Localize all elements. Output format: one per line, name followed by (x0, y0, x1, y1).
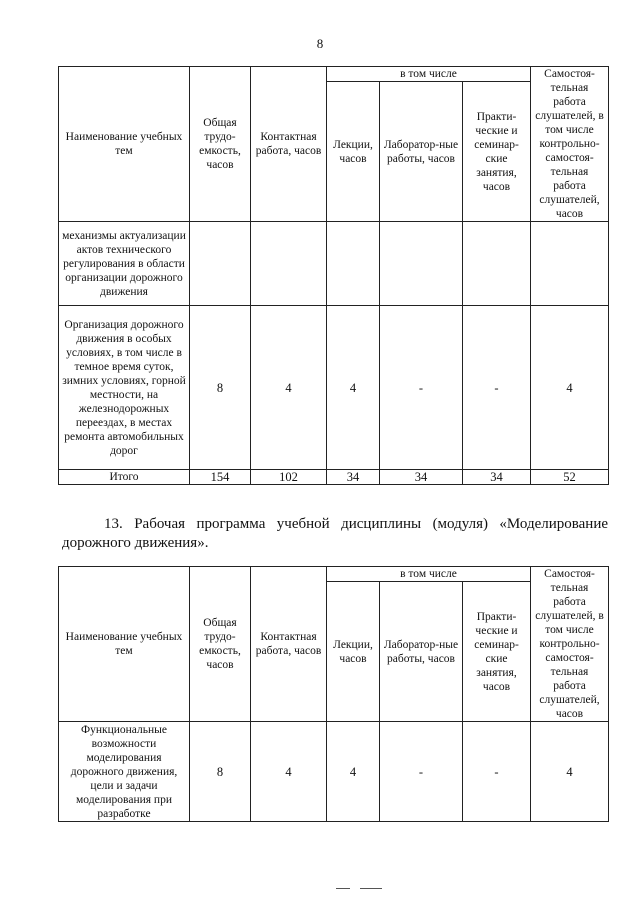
scan-artifact-line (360, 888, 382, 889)
total-hours-cell (190, 222, 251, 306)
header-total-hours: Общая трудо-емкость, часов (190, 67, 251, 222)
total-hours-cell: 8 (190, 722, 251, 822)
practical-cell: - (463, 306, 531, 470)
practical-cell: - (463, 722, 531, 822)
header-topic-name: Наименование учебных тем (59, 567, 190, 722)
lectures-cell (327, 222, 380, 306)
header-self-study-hours: Самостоя-тельная работа слушателей, в том числе контрольно-самостоя-тельная работа слушателей, часов (531, 67, 609, 222)
section-13-line-2: дорожного движения». (62, 535, 209, 551)
header-self-study-hours: Самостоя-тельная работа слушателей, в том числе контрольно-самостоя-тельная работа слушателей, часов (531, 567, 609, 722)
labs-sum: 34 (380, 470, 463, 485)
curriculum-table-1 (58, 66, 609, 485)
total-row (59, 470, 609, 485)
total-hours-sum: 154 (190, 470, 251, 485)
header-practical: Практи-ческие и семинар-ские занятия, часов (463, 582, 531, 722)
header-including: в том числе (327, 67, 531, 82)
labs-cell: - (380, 722, 463, 822)
self-study-cell: 4 (531, 722, 609, 822)
header-row (59, 567, 609, 582)
header-total-hours: Общая трудо-емкость, часов (190, 567, 251, 722)
practical-cell (463, 222, 531, 306)
contact-hours-sum: 102 (251, 470, 327, 485)
header-contact-hours: Контактная работа, часов (251, 67, 327, 222)
header-contact-hours: Контактная работа, часов (251, 567, 327, 722)
table-row (59, 722, 609, 822)
self-study-cell (531, 222, 609, 306)
header-labs: Лаборатор-ные работы, часов (380, 582, 463, 722)
section-13-line-1: 13. Рабочая программа учебной дисциплины (модуля) «Моделирование (104, 516, 608, 532)
curriculum-table-2 (58, 566, 609, 822)
section-13-heading (62, 515, 608, 553)
header-lectures: Лекции, часов (327, 82, 380, 222)
labs-cell: - (380, 306, 463, 470)
table-row (59, 306, 609, 470)
header-lectures: Лекции, часов (327, 582, 380, 722)
labs-cell (380, 222, 463, 306)
header-topic-name: Наименование учебных тем (59, 67, 190, 222)
header-row (59, 67, 609, 82)
lectures-cell: 4 (327, 722, 380, 822)
lectures-sum: 34 (327, 470, 380, 485)
contact-hours-cell (251, 222, 327, 306)
contact-hours-cell: 4 (251, 722, 327, 822)
header-labs: Лаборатор-ные работы, часов (380, 82, 463, 222)
contact-hours-cell: 4 (251, 306, 327, 470)
header-including: в том числе (327, 567, 531, 582)
lectures-cell: 4 (327, 306, 380, 470)
total-label: Итого (59, 470, 190, 485)
table-row (59, 222, 609, 306)
page-number: 8 (316, 36, 324, 51)
header-practical: Практи-ческие и семинар-ские занятия, часов (463, 82, 531, 222)
total-hours-cell: 8 (190, 306, 251, 470)
self-study-sum: 52 (531, 470, 609, 485)
self-study-cell: 4 (531, 306, 609, 470)
practical-sum: 34 (463, 470, 531, 485)
topic-cell: Функциональные возможности моделирования дорожного движения, цели и задачи моделирования при разработке (59, 722, 190, 822)
topic-cell: механизмы актуализации актов технического регулирования в области организации дорожного движения (59, 222, 190, 306)
scan-artifact-line (336, 888, 350, 889)
topic-cell: Организация дорожного движения в особых условиях, в том числе в темное время суток, зимних условиях, горной местности, на железнодорожных переездах, в местах ремонта автомобильных дорог (59, 306, 190, 470)
